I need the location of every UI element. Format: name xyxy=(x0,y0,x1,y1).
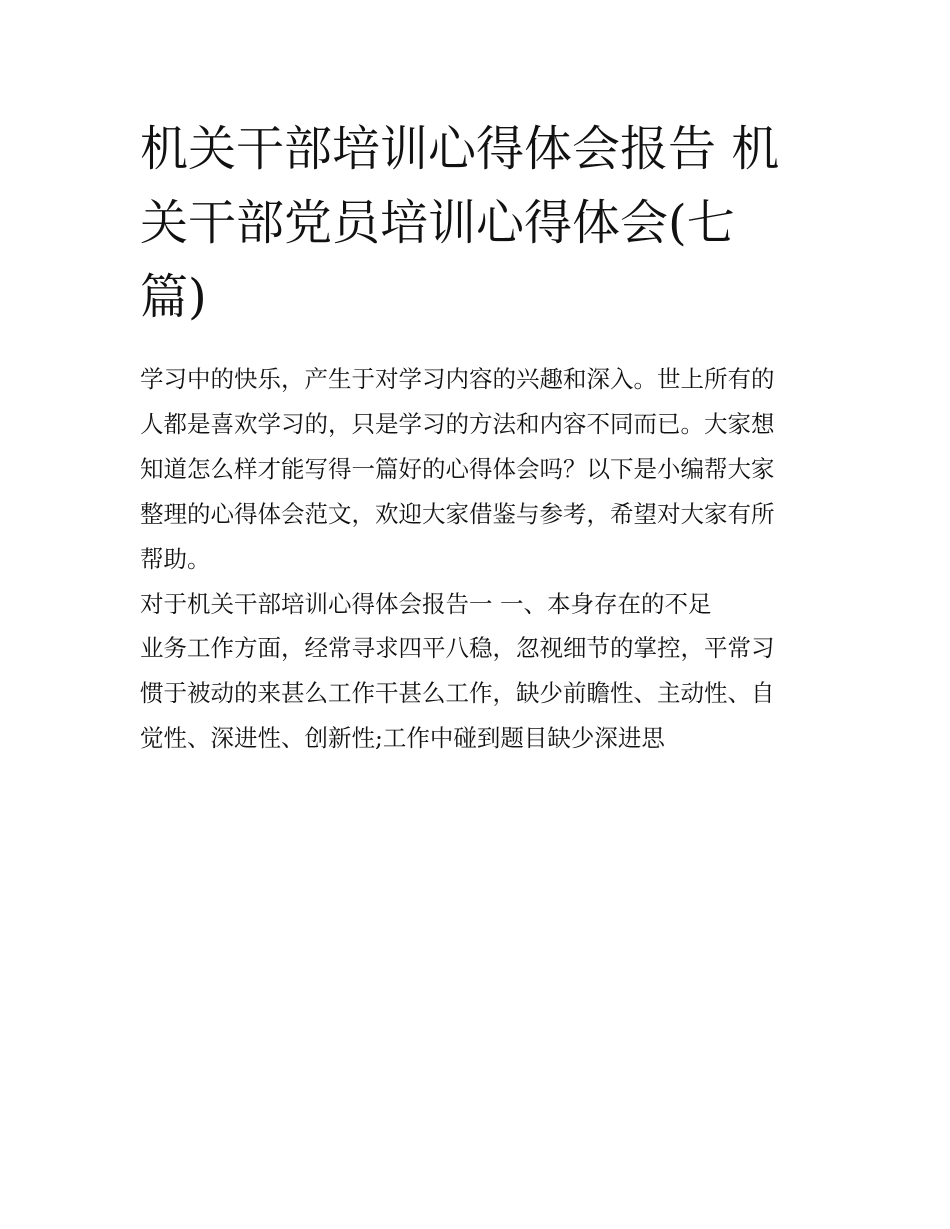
title-line: 机关干部培训心得体会报告 机 xyxy=(140,121,780,177)
title-line: 关干部党员培训心得体会(七 xyxy=(140,195,735,251)
section-line: 惯于被动的来甚么工作干甚么工作，缺少前瞻性、主动性、自 xyxy=(140,679,775,707)
section-line: 觉性、深进性、创新性;工作中碰到题目缺少深进思 xyxy=(140,724,665,752)
document-title xyxy=(140,112,820,334)
intro-line: 人都是喜欢学习的，只是学习的方法和内容不同而已。大家想 xyxy=(140,410,775,438)
section-line: 业务工作方面，经常寻求四平八稳，忽视细节的掌控，平常习 xyxy=(140,634,775,662)
intro-line: 整理的心得体会范文，欢迎大家借鉴与参考，希望对大家有所 xyxy=(140,500,775,528)
intro-line: 帮助。 xyxy=(140,545,211,573)
section-heading: 对于机关干部培训心得体会报告一 一、本身存在的不足 xyxy=(140,590,712,618)
intro-line: 知道怎么样才能写得一篇好的心得体会吗？以下是小编帮大家 xyxy=(140,455,775,483)
intro-line: 学习中的快乐，产生于对学习内容的兴趣和深入。世上所有的 xyxy=(140,365,775,393)
document-body xyxy=(140,357,820,761)
title-line: 篇) xyxy=(140,269,207,325)
